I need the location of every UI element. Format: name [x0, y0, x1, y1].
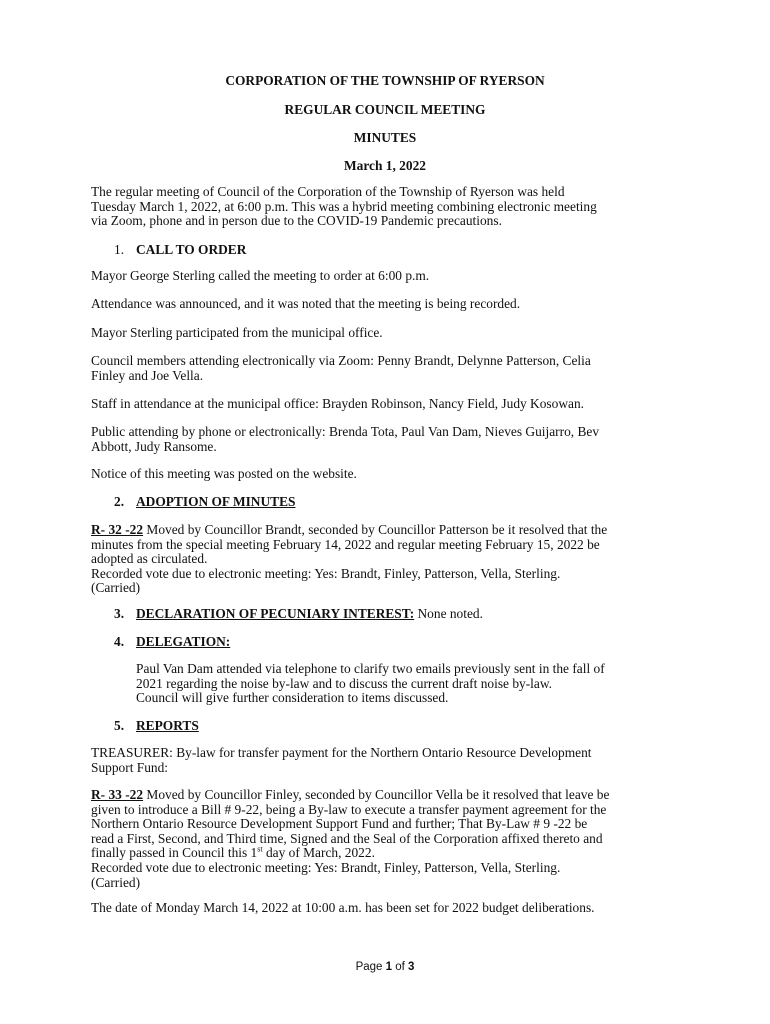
- section-number: 1.: [114, 242, 125, 257]
- resolution-line: finally passed in Council this 1: [91, 845, 258, 861]
- public-attendance: [91, 425, 691, 454]
- mayor-text: Mayor Sterling participated from the municipal office.: [91, 325, 383, 340]
- meeting-date: March 1, 2022: [344, 158, 426, 173]
- section-note: None noted.: [414, 606, 483, 621]
- delegation-text: [136, 662, 696, 706]
- ordinal-suffix: st: [257, 844, 263, 854]
- carried-line: (Carried): [91, 874, 141, 890]
- council-line: Finley and Joe Vella.: [91, 367, 204, 383]
- page-current: 1: [385, 961, 393, 973]
- meeting-title: REGULAR COUNCIL MEETING: [284, 102, 486, 117]
- section-title: DELEGATION:: [136, 634, 231, 649]
- resolution-line: minutes from the special meeting February 14, 2022 and regular meeting February 15, 2022 be: [91, 536, 600, 552]
- intro-line: Tuesday March 1, 2022, at 6:00 p.m. This was a hybrid meeting combining electronic meeting: [91, 198, 597, 214]
- page-word: Page: [355, 961, 386, 973]
- call-to-order-text: Mayor George Sterling called the meeting to order at 6:00 p.m.: [91, 268, 430, 283]
- council-attendance: [91, 354, 691, 383]
- delegation-line: 2021 regarding the noise by-law and to discuss the current draft noise by-law.: [136, 675, 552, 691]
- attendance-text: Attendance was announced, and it was noted that the meeting is being recorded.: [91, 296, 521, 311]
- budget-note: The date of Monday March 14, 2022 at 10:00 a.m. has been set for 2022 budget deliberations.: [91, 900, 595, 915]
- resolution-32-22: [91, 523, 691, 596]
- resolution-number: R- 33 -22: [91, 787, 144, 802]
- resolution-line: Moved by Councillor Brandt, seconded by Councillor Patterson be it resolved that the: [143, 522, 608, 537]
- section-number: 3.: [114, 606, 125, 621]
- section-heading-call-to-order: [114, 242, 246, 258]
- section-number: 4.: [114, 634, 125, 649]
- page-number-footer: [0, 961, 770, 973]
- section-title: CALL TO ORDER: [136, 242, 247, 257]
- section-title: REPORTS: [136, 718, 199, 733]
- treasurer-text: [91, 746, 691, 775]
- resolution-line: adopted as circulated.: [91, 551, 208, 567]
- notice-text: Notice of this meeting was posted on the website.: [91, 466, 357, 481]
- intro-line: via Zoom, phone and in person due to the COVID-19 Pandemic precautions.: [91, 213, 502, 229]
- doc-type-title: MINUTES: [353, 130, 417, 145]
- resolution-line: given to introduce a Bill # 9-22, being a By-law to execute a transfer payment agreement for the: [91, 801, 607, 817]
- delegation-line: Paul Van Dam attended via telephone to clarify two emails previously sent in the fall of: [136, 661, 605, 676]
- page-of: of: [392, 961, 409, 973]
- section-number: 5.: [114, 718, 125, 733]
- resolution-33-22: [91, 788, 691, 890]
- intro-line: The regular meeting of Council of the Corporation of the Township of Ryerson was held: [91, 184, 565, 199]
- treasurer-line: Support Fund:: [91, 759, 169, 775]
- staff-attendance: Staff in attendance at the municipal office: Brayden Robinson, Nancy Field, Judy Kosowan.: [91, 396, 584, 411]
- intro-paragraph: [91, 185, 691, 229]
- section-heading-pecuniary: [114, 606, 483, 622]
- section-title: DECLARATION OF PECUNIARY INTEREST:: [136, 606, 415, 621]
- section-number: 2.: [114, 494, 125, 509]
- resolution-number: R- 32 -22: [91, 522, 144, 537]
- resolution-line: day of March, 2022.: [262, 845, 375, 861]
- section-heading-delegation: [114, 634, 230, 650]
- resolution-line: read a First, Second, and Third time, Signed and the Seal of the Corporation affixed thereto and: [91, 830, 603, 846]
- page-total: 3: [408, 961, 415, 973]
- council-line: Council members attending electronically via Zoom: Penny Brandt, Delynne Patterson, Celia: [91, 353, 591, 368]
- public-line: Abbott, Judy Ransome.: [91, 438, 217, 454]
- vote-line: Recorded vote due to electronic meeting: Yes: Brandt, Finley, Patterson, Vella, Sterling.: [91, 859, 561, 875]
- org-title: CORPORATION OF THE TOWNSHIP OF RYERSON: [225, 73, 545, 88]
- section-title: ADOPTION OF MINUTES: [136, 494, 296, 509]
- resolution-line: Recorded vote due to electronic meeting: Yes: Brandt, Finley, Patterson, Vella, Sterling.: [91, 565, 561, 581]
- resolution-line: (Carried): [91, 580, 141, 596]
- resolution-line: Northern Ontario Resource Development Support Fund and further; That By-Law # 9 -22 be: [91, 816, 588, 832]
- public-line: Public attending by phone or electronically: Brenda Tota, Paul Van Dam, Nieves Guijarro, Bev: [91, 424, 600, 439]
- treasurer-line: TREASURER: By-law for transfer payment for the Northern Ontario Resource Development: [91, 745, 592, 760]
- section-heading-reports: [114, 718, 199, 734]
- section-heading-adoption: [114, 494, 295, 510]
- resolution-line: Moved by Councillor Finley, seconded by Councillor Vella be it resolved that leave be: [143, 787, 610, 802]
- delegation-line: Council will give further consideration to items discussed.: [136, 690, 449, 706]
